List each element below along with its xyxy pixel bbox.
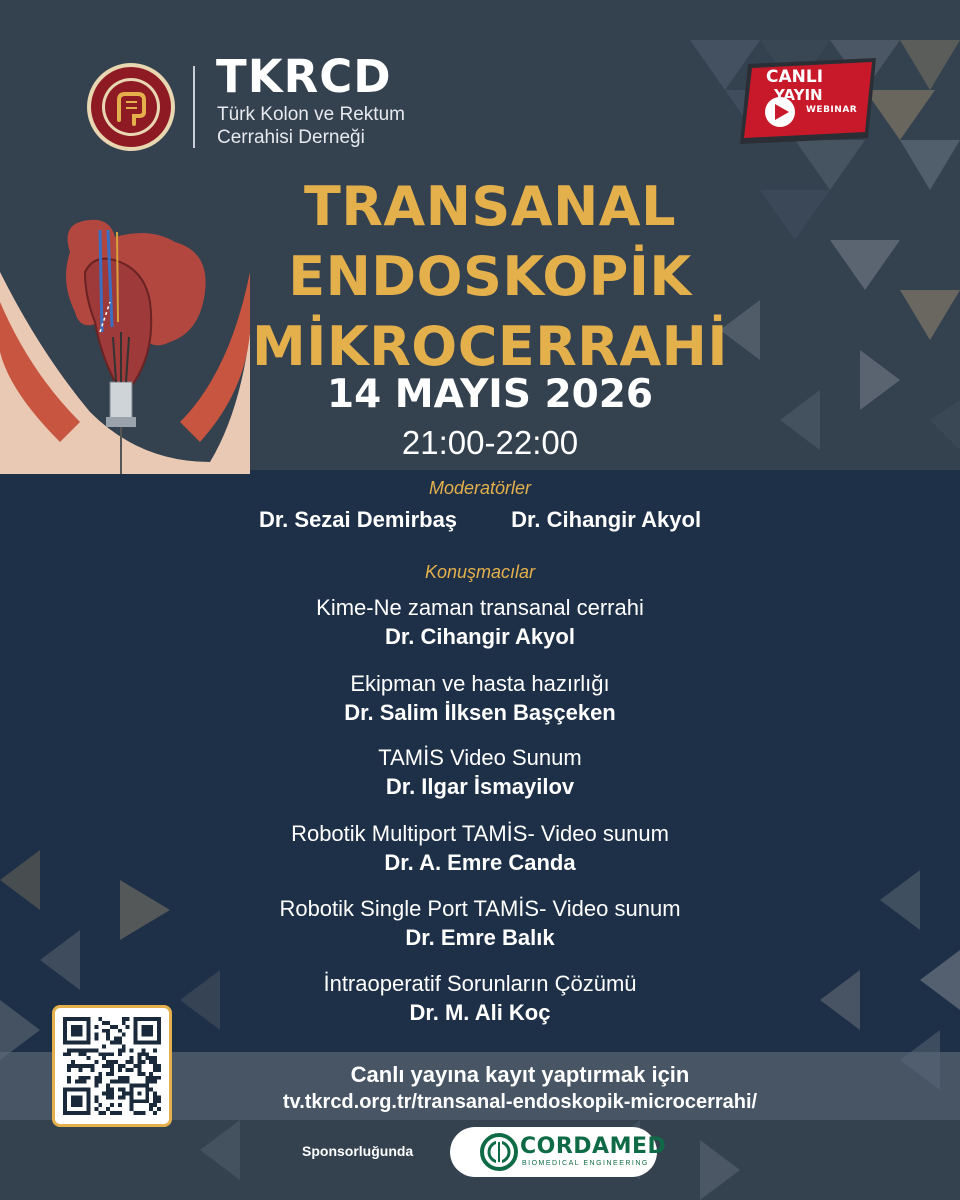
qr-module bbox=[83, 1064, 87, 1068]
qr-module bbox=[94, 1033, 98, 1037]
qr-module bbox=[137, 1111, 141, 1115]
qr-module bbox=[106, 1021, 110, 1025]
qr-module bbox=[102, 1021, 106, 1025]
qr-module bbox=[114, 1080, 118, 1084]
talk-speaker: Dr. Salim İlksen Başçeken bbox=[344, 700, 616, 725]
qr-module bbox=[122, 1017, 126, 1021]
qr-module bbox=[141, 1072, 145, 1076]
qr-module bbox=[130, 1048, 134, 1052]
qr-module bbox=[94, 1025, 98, 1029]
qr-module bbox=[149, 1107, 153, 1111]
qr-module bbox=[137, 1052, 141, 1056]
qr-module bbox=[153, 1076, 157, 1080]
qr-module bbox=[110, 1052, 114, 1056]
qr-module bbox=[75, 1064, 79, 1068]
qr-module bbox=[141, 1052, 145, 1056]
qr-module bbox=[98, 1076, 102, 1080]
qr-module bbox=[114, 1041, 118, 1045]
qr-module bbox=[118, 1095, 122, 1099]
qr-module bbox=[157, 1099, 161, 1103]
qr-module bbox=[98, 1017, 102, 1021]
logo-divider bbox=[193, 66, 195, 148]
qr-module bbox=[118, 1037, 122, 1041]
qr-module bbox=[110, 1041, 114, 1045]
talk-speaker: Dr. A. Emre Canda bbox=[384, 850, 576, 875]
qr-module bbox=[110, 1064, 114, 1068]
qr-module bbox=[87, 1064, 91, 1068]
title-line-1: TRANSANAL bbox=[304, 175, 676, 238]
moderator-name: Dr. Cihangir Akyol bbox=[511, 507, 702, 532]
event-date: 14 MAYIS 2026 bbox=[326, 372, 654, 417]
qr-module bbox=[87, 1056, 91, 1060]
moderators-list bbox=[0, 507, 960, 533]
qr-module bbox=[137, 1072, 141, 1076]
qr-module bbox=[137, 1068, 141, 1072]
qr-module bbox=[71, 1060, 75, 1064]
qr-module bbox=[106, 1072, 110, 1076]
event-title bbox=[230, 172, 750, 382]
moderator-name: Dr. Sezai Demirbaş bbox=[258, 507, 458, 532]
qr-module bbox=[67, 1064, 71, 1068]
qr-module bbox=[110, 1111, 114, 1115]
qr-module bbox=[149, 1103, 153, 1107]
qr-module bbox=[118, 1048, 122, 1052]
qr-module bbox=[130, 1056, 134, 1060]
qr-module bbox=[141, 1048, 145, 1052]
talk-title: TAMİS Video Sunum bbox=[378, 745, 582, 770]
qr-module bbox=[145, 1076, 149, 1080]
qr-module bbox=[126, 1017, 130, 1021]
live-webinar-badge bbox=[738, 58, 880, 146]
qr-module bbox=[130, 1068, 134, 1072]
qr-module bbox=[94, 1095, 98, 1099]
qr-module bbox=[67, 1048, 71, 1052]
qr-module bbox=[102, 1111, 106, 1115]
qr-module bbox=[153, 1103, 157, 1107]
qr-module bbox=[149, 1056, 153, 1060]
qr-module bbox=[106, 1088, 110, 1092]
qr-module bbox=[98, 1103, 102, 1107]
qr-module bbox=[137, 1064, 141, 1068]
qr-module bbox=[90, 1068, 94, 1072]
qr-module bbox=[79, 1048, 83, 1052]
qr-module bbox=[122, 1044, 126, 1048]
qr-module bbox=[87, 1048, 91, 1052]
qr-module bbox=[141, 1025, 153, 1037]
qr-module bbox=[114, 1060, 118, 1064]
qr-module bbox=[90, 1048, 94, 1052]
qr-module bbox=[134, 1064, 138, 1068]
qr-module bbox=[79, 1080, 83, 1084]
qr-module bbox=[157, 1095, 161, 1099]
moderators-heading: Moderatörler bbox=[428, 478, 532, 498]
qr-module bbox=[114, 1111, 118, 1115]
live-label: CANLI bbox=[766, 67, 824, 87]
qr-module bbox=[153, 1095, 157, 1099]
registration-text: Canlı yayına kayıt yaptırmak için bbox=[350, 1062, 690, 1087]
qr-module bbox=[149, 1088, 153, 1092]
talk-item bbox=[0, 895, 960, 953]
qr-module bbox=[79, 1068, 83, 1072]
qr-module bbox=[122, 1095, 126, 1099]
qr-module bbox=[130, 1103, 134, 1107]
qr-module bbox=[98, 1052, 102, 1056]
broadcast-label: YAYIN bbox=[774, 86, 823, 104]
qr-module bbox=[122, 1064, 126, 1068]
qr-module bbox=[153, 1048, 157, 1052]
qr-module bbox=[122, 1080, 126, 1084]
qr-module bbox=[126, 1068, 130, 1072]
org-abbreviation: TKRCD bbox=[216, 50, 392, 103]
qr-module bbox=[122, 1048, 126, 1052]
qr-module bbox=[145, 1080, 149, 1084]
qr-module bbox=[118, 1111, 122, 1115]
qr-module bbox=[67, 1080, 71, 1084]
registration-qr[interactable] bbox=[52, 1005, 172, 1127]
webinar-label: WEBINAR bbox=[806, 105, 858, 115]
qr-module bbox=[106, 1029, 110, 1033]
qr-module bbox=[83, 1076, 87, 1080]
qr-module bbox=[102, 1056, 106, 1060]
qr-module bbox=[79, 1064, 83, 1068]
qr-module bbox=[102, 1091, 106, 1095]
qr-module bbox=[110, 1068, 114, 1072]
qr-module bbox=[102, 1044, 106, 1048]
talk-speaker: Dr. Ilgar İsmayilov bbox=[385, 774, 575, 799]
talk-title: Kime-Ne zaman transanal cerrahi bbox=[316, 595, 644, 620]
qr-module bbox=[110, 1025, 114, 1029]
event-time: 21:00-22:00 bbox=[401, 424, 579, 461]
qr-module bbox=[94, 1084, 98, 1088]
qr-module bbox=[63, 1052, 67, 1056]
qr-module bbox=[137, 1091, 141, 1095]
qr-module bbox=[118, 1068, 122, 1072]
talk-title: Ekipman ve hasta hazırlığı bbox=[350, 671, 610, 696]
qr-module bbox=[94, 1099, 98, 1103]
qr-module bbox=[118, 1029, 122, 1033]
talk-item bbox=[0, 744, 960, 802]
qr-module bbox=[110, 1072, 114, 1076]
qr-module bbox=[118, 1076, 122, 1080]
qr-module bbox=[71, 1095, 83, 1107]
qr-module bbox=[110, 1088, 114, 1092]
qr-module bbox=[130, 1107, 134, 1111]
qr-module bbox=[118, 1088, 122, 1092]
qr-module bbox=[102, 1064, 106, 1068]
qr-module bbox=[106, 1037, 110, 1041]
qr-module bbox=[153, 1099, 157, 1103]
qr-module bbox=[71, 1025, 83, 1037]
qr-module bbox=[149, 1080, 153, 1084]
qr-module bbox=[106, 1052, 110, 1056]
talk-speaker: Dr. M. Ali Koç bbox=[409, 1000, 551, 1025]
org-name-line-2: Cerrahisi Derneği bbox=[217, 127, 365, 148]
sponsor-label: Sponsorluğunda bbox=[302, 1143, 414, 1159]
qr-code-icon bbox=[63, 1016, 161, 1116]
qr-module bbox=[122, 1033, 126, 1037]
qr-module bbox=[94, 1037, 98, 1041]
cordamed-logo-icon bbox=[479, 1132, 519, 1172]
qr-module bbox=[106, 1060, 110, 1064]
qr-module bbox=[141, 1111, 145, 1115]
qr-module bbox=[83, 1080, 87, 1084]
qr-module bbox=[149, 1060, 153, 1064]
org-name-line-1: Türk Kolon ve Rektum bbox=[217, 104, 405, 125]
qr-module bbox=[126, 1080, 130, 1084]
qr-module bbox=[114, 1037, 118, 1041]
qr-module bbox=[106, 1033, 110, 1037]
qr-module bbox=[157, 1064, 161, 1068]
qr-module bbox=[126, 1091, 130, 1095]
qr-module bbox=[102, 1029, 106, 1033]
qr-module bbox=[122, 1076, 126, 1080]
qr-module bbox=[153, 1080, 157, 1084]
qr-module bbox=[110, 1103, 114, 1107]
qr-module bbox=[94, 1080, 98, 1084]
qr-module bbox=[157, 1107, 161, 1111]
qr-module bbox=[145, 1052, 149, 1056]
qr-module bbox=[67, 1068, 71, 1072]
qr-module bbox=[106, 1107, 110, 1111]
society-seal-icon bbox=[86, 62, 176, 152]
title-line-3: MİKROCERRAHİ bbox=[252, 315, 728, 378]
qr-module bbox=[118, 1064, 122, 1068]
qr-module bbox=[157, 1076, 161, 1080]
qr-module bbox=[153, 1056, 157, 1060]
anatomy-illustration bbox=[0, 212, 250, 474]
qr-module bbox=[122, 1091, 126, 1095]
qr-module bbox=[118, 1103, 122, 1107]
qr-module bbox=[106, 1064, 110, 1068]
talk-title: Robotik Multiport TAMİS- Video sunum bbox=[291, 821, 669, 846]
qr-module bbox=[149, 1076, 153, 1080]
qr-module bbox=[71, 1048, 75, 1052]
qr-module bbox=[153, 1091, 157, 1095]
talk-speaker: Dr. Emre Balık bbox=[405, 925, 555, 950]
sponsor-subtitle: BIOMEDICAL ENGINEERING bbox=[522, 1160, 649, 1167]
qr-module bbox=[98, 1072, 102, 1076]
qr-module bbox=[130, 1060, 134, 1064]
qr-module bbox=[126, 1025, 130, 1029]
qr-module bbox=[83, 1048, 87, 1052]
qr-module bbox=[145, 1056, 149, 1060]
talk-speaker: Dr. Cihangir Akyol bbox=[385, 624, 575, 649]
qr-module bbox=[153, 1060, 157, 1064]
qr-module bbox=[153, 1064, 157, 1068]
qr-module bbox=[67, 1076, 71, 1080]
talk-title: İntraoperatif Sorunların Çözümü bbox=[323, 971, 637, 996]
talk-item bbox=[0, 594, 960, 652]
qr-module bbox=[87, 1076, 91, 1080]
qr-module bbox=[79, 1076, 83, 1080]
title-line-2: ENDOSKOPİK bbox=[288, 245, 692, 308]
qr-module bbox=[110, 1080, 114, 1084]
qr-module bbox=[114, 1025, 118, 1029]
qr-module bbox=[118, 1041, 122, 1045]
qr-module bbox=[106, 1084, 110, 1088]
org-full-name bbox=[217, 103, 447, 149]
qr-module bbox=[102, 1052, 106, 1056]
qr-module bbox=[94, 1107, 98, 1111]
qr-module bbox=[126, 1076, 130, 1080]
qr-module bbox=[126, 1060, 130, 1064]
qr-module bbox=[75, 1048, 79, 1052]
qr-module bbox=[94, 1048, 98, 1052]
qr-module bbox=[106, 1091, 110, 1095]
qr-module bbox=[75, 1080, 79, 1084]
qr-module bbox=[110, 1091, 114, 1095]
sponsor-name: CORDAMED bbox=[520, 1134, 667, 1159]
talk-item bbox=[0, 820, 960, 878]
qr-module bbox=[141, 1060, 145, 1064]
talk-item bbox=[0, 670, 960, 728]
qr-module bbox=[118, 1080, 122, 1084]
qr-module bbox=[94, 1060, 98, 1064]
qr-module bbox=[98, 1111, 102, 1115]
qr-module bbox=[137, 1060, 141, 1064]
qr-module bbox=[149, 1072, 153, 1076]
qr-module bbox=[98, 1080, 102, 1084]
qr-module bbox=[110, 1095, 114, 1099]
qr-module bbox=[153, 1068, 157, 1072]
qr-module bbox=[122, 1088, 126, 1092]
qr-module bbox=[90, 1064, 94, 1068]
registration-link[interactable]: tv.tkrcd.org.tr/transanal-endoskopik-microcerrahi/ bbox=[282, 1091, 758, 1113]
qr-module bbox=[137, 1056, 141, 1060]
qr-module bbox=[122, 1021, 126, 1025]
qr-module bbox=[134, 1111, 138, 1115]
qr-module bbox=[94, 1076, 98, 1080]
qr-module bbox=[79, 1052, 83, 1056]
qr-module bbox=[157, 1068, 161, 1072]
qr-module bbox=[67, 1052, 71, 1056]
talk-title: Robotik Single Port TAMİS- Video sunum bbox=[279, 896, 681, 921]
speakers-heading: Konuşmacılar bbox=[424, 562, 536, 582]
qr-module bbox=[106, 1095, 110, 1099]
qr-module bbox=[118, 1052, 122, 1056]
qr-module bbox=[153, 1111, 157, 1115]
qr-module bbox=[83, 1052, 87, 1056]
qr-module bbox=[71, 1064, 75, 1068]
qr-module bbox=[110, 1060, 114, 1064]
